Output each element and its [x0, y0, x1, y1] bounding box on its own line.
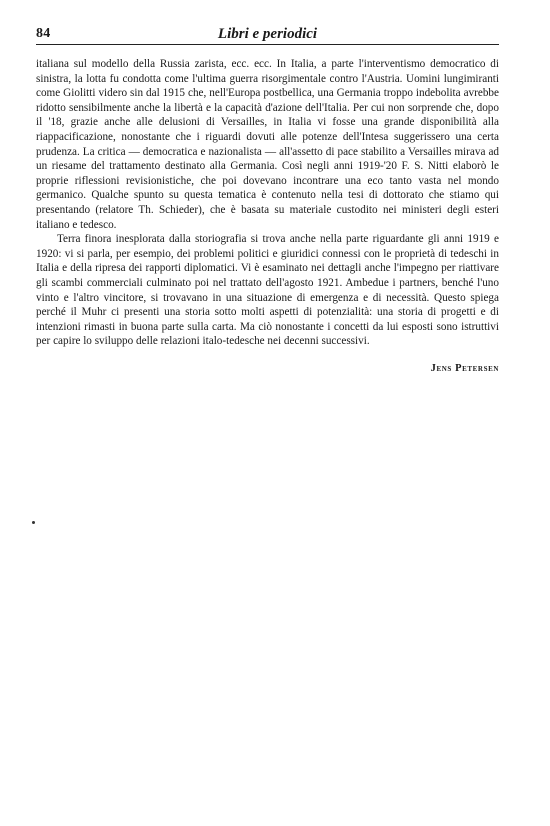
page-number: 84 — [36, 26, 51, 41]
book-page — [36, 26, 499, 374]
section-title: Libri e periodici — [217, 26, 318, 42]
paragraph-second: Terra finora inesplorata dalla storiografia si trova anche nella parte riguardante gli anni 1919 e 1920: vi si parla, per esempio, dei problemi politici e giuridici connessi con le proprietà di tedeschi in Italia e della ripresa dei rapporti diplomatici. Vi è esaminato nei dettagli anche l'impegno per riattivare gli scambi commerciali culminato poi nel trattato dell'agosto 1921. Ambedue i partners, benché l'uno vinto e l'altro vincitore, si trovavano in una situazione di emergenza e di necessità. Questo spiega perché il Muhr ci presenti una storia sotto molti aspetti di potenzialità: una storia di progetti e di intenzioni rimasti in buona parte sulla carta. Ma ciò nonostante i concetti da lui esposti sono istruttivi per capire lo sviluppo delle relazioni italo-tedesche nei decenni successivi. — [36, 233, 499, 348]
print-speck — [32, 521, 35, 524]
running-head — [36, 26, 499, 45]
author-signature: Jens Petersen — [430, 362, 499, 374]
paragraph-continuation: italiana sul modello della Russia zarista, ecc. ecc. In Italia, a parte l'interventismo democratico di sinistra, la lotta fu condotta come l'ultima guerra risorgimentale contro l'Austria. Uomini lungimiranti come Giolitti videro sin dal 1915 che, nell'Europa postbellica, una Germania troppo indebolita avrebbe ridotto sensibilmente anche la libertà e la capacità d'azione dell'Italia. Per cui non sorprende che, dopo il '18, grazie anche alle delusioni di Versailles, in Italia vi fosse una grande disponibilità alla riappacificazione, nonostante che i riguardi dovuti alle potenze dell'Intesa suggerissero una certa prudenza. La critica — democratica e nazionalista — all'assetto di pace stabilito a Versailles mirava ad un riesame del trattamento destinato alla Germania. Così negli anni 1919-'20 F. S. Nitti elaborò le proprie riflessioni revisionistiche, che poi dovevano incontrare una eco tanto vasta nel mondo germanico. Qualche spunto su questa tematica è contenuto nella tesi di dottorato che stiamo qui presentando (relatore Th. Schieder), che è basata su materiale custodito nei ministeri degli esteri italiano e tedesco. — [36, 58, 499, 231]
review-body — [36, 57, 499, 349]
